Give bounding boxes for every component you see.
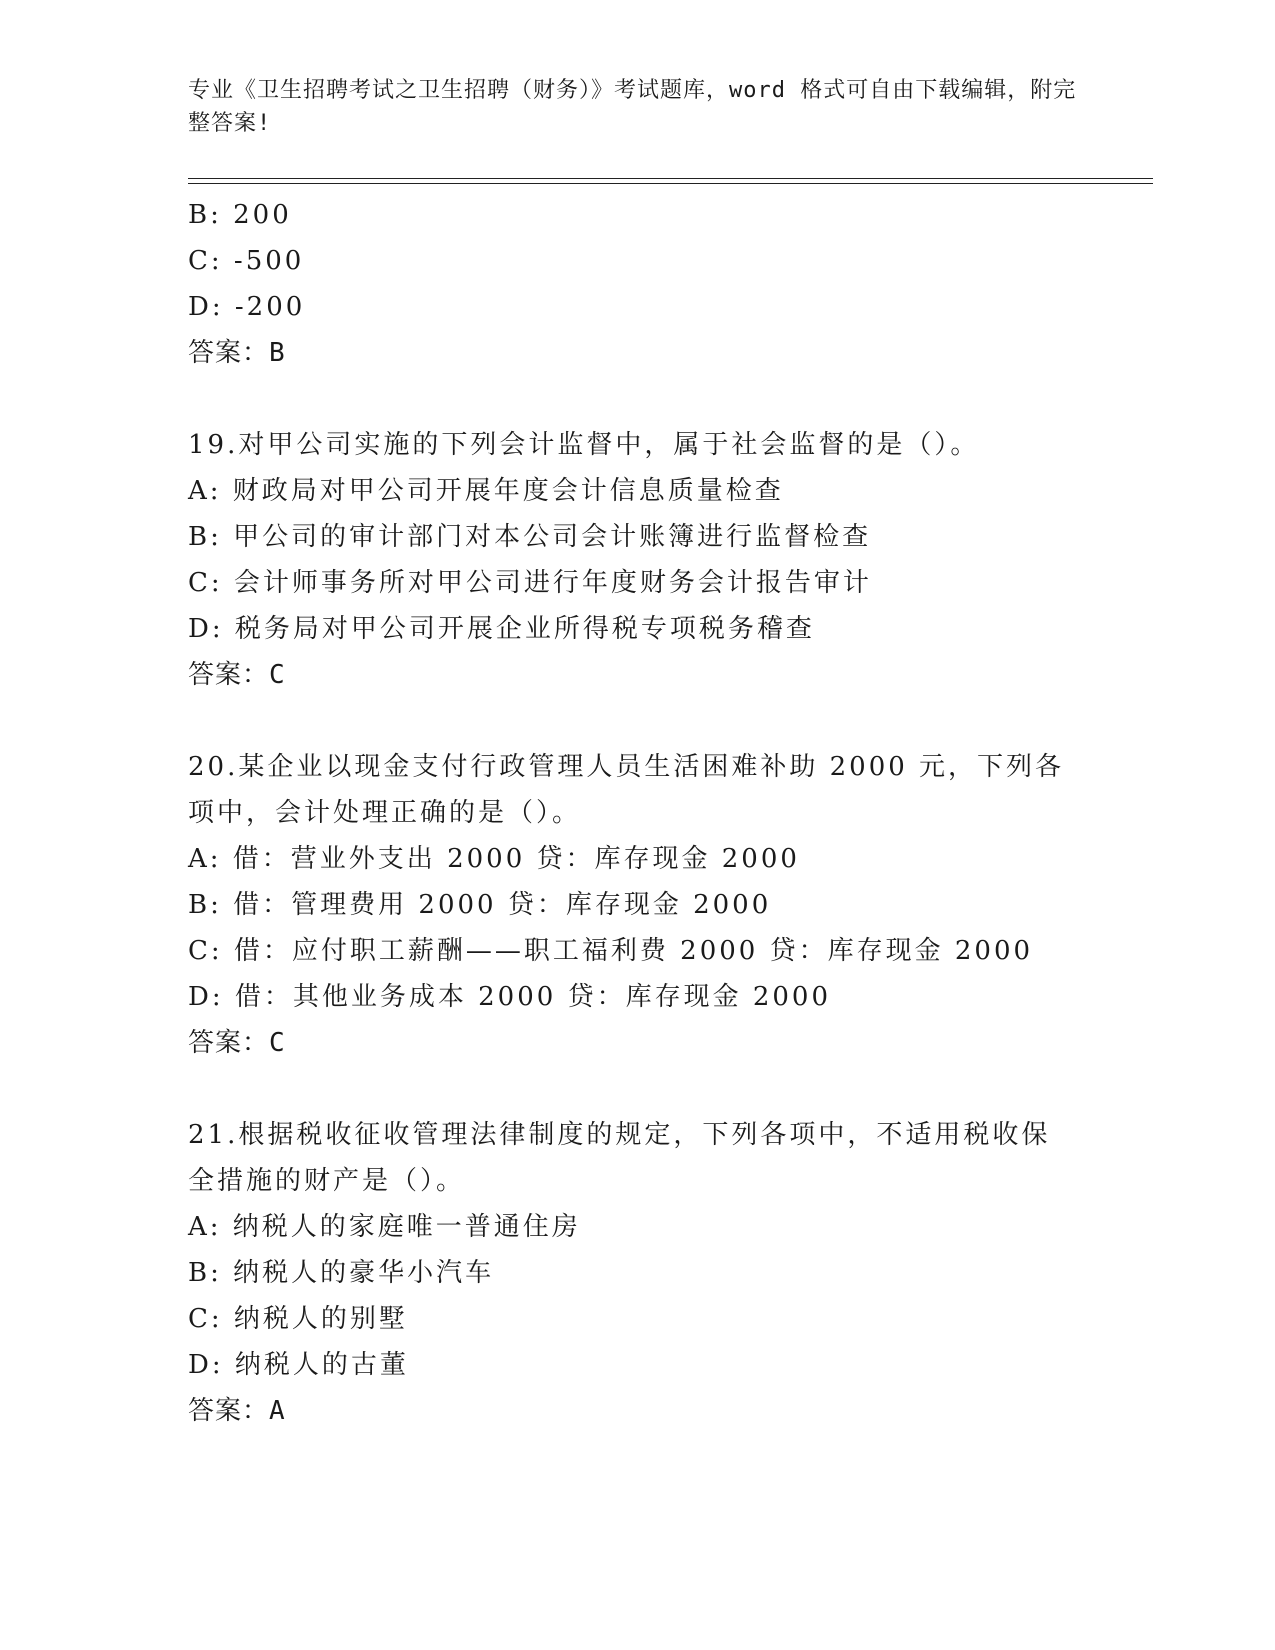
question-text: 19.对甲公司实施的下列会计监督中，属于社会监督的是（）。 [188,430,980,460]
answer-line [188,1388,1088,1434]
answer-value: B [269,338,286,368]
answer-line [188,330,1088,376]
option-d: D: 纳税人的古董 [188,1350,409,1380]
prev-question-block [188,192,1088,376]
option-b: B: 200 [188,200,292,230]
option-d: D: 税务局对甲公司开展企业所得税专项税务稽查 [188,614,815,644]
answer-value: C [269,660,286,690]
answer-label: 答案： [188,338,270,368]
answer-value: A [269,1396,286,1426]
option-c: C: 借：应付职工薪酬——职工福利费 2000 贷：库存现金 2000 [188,936,1034,966]
option-b: B: 借：管理费用 2000 贷：库存现金 2000 [188,890,772,920]
question-text: 20.某企业以现金支付行政管理人员生活困难补助 2000 元，下列各项中，会计处理正确的是（）。 [188,752,1065,828]
question-list [188,192,1088,1434]
option-c: C: 纳税人的别墅 [188,1304,408,1334]
answer-line [188,652,1088,698]
option-a: A: 借：营业外支出 2000 贷：库存现金 2000 [188,844,800,874]
answer-label: 答案： [188,1028,270,1058]
question-19 [188,422,1088,698]
option-a: A: 纳税人的家庭唯一普通住房 [188,1212,581,1242]
answer-line [188,1020,1088,1066]
option-c: C: 会计师事务所对甲公司进行年度财务会计报告审计 [188,568,872,598]
option-a: A: 财政局对甲公司开展年度会计信息质量检查 [188,476,784,506]
answer-label: 答案： [188,660,270,690]
header-divider-top [188,178,1153,179]
option-d: D: -200 [188,292,306,322]
option-d: D: 借：其他业务成本 2000 贷：库存现金 2000 [188,982,832,1012]
option-b: B: 甲公司的审计部门对本公司会计账簿进行监督检查 [188,522,872,552]
question-text: 21.根据税收征收管理法律制度的规定，下列各项中，不适用税收保全措施的财产是（）。 [188,1120,1051,1196]
question-20 [188,744,1088,1066]
option-c: C: -500 [188,246,305,276]
option-b: B: 纳税人的豪华小汽车 [188,1258,495,1288]
header-divider-bottom [188,183,1153,184]
answer-value: C [269,1028,286,1058]
header-title: 专业《卫生招聘考试之卫生招聘（财务）》考试题库，word 格式可自由下载编辑，附完整答案! [188,78,1077,136]
question-21 [188,1112,1088,1434]
answer-label: 答案： [188,1396,270,1426]
page-header [188,74,1088,140]
